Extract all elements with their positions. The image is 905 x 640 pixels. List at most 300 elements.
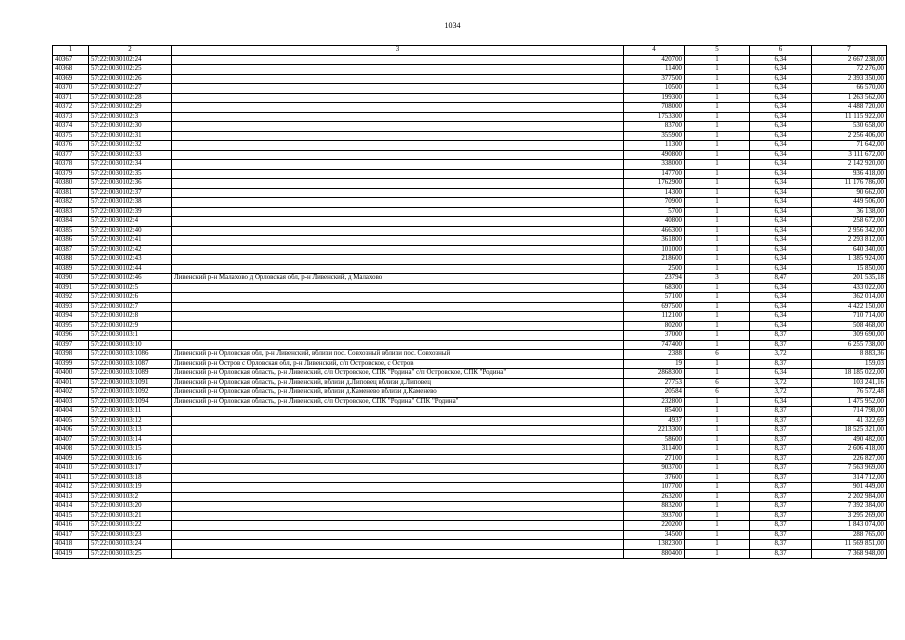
cell-cadastral-value: 2 956 342,00 (812, 226, 887, 236)
cell-row-number: 40401 (53, 378, 89, 388)
table-row (53, 160, 887, 170)
cell-row-number: 40369 (53, 74, 89, 84)
cell-cadastral-number: 57:22:0030103:1086 (89, 350, 172, 360)
table-row (53, 350, 887, 360)
cell-rate: 8,37 (750, 473, 812, 483)
cadastral-table (52, 45, 887, 559)
cell-rate: 8,37 (750, 331, 812, 341)
cell-rate: 8,37 (750, 511, 812, 521)
cell-area: 57100 (624, 293, 685, 303)
table-row (53, 369, 887, 379)
cell-cadastral-number: 57:22:0030103:18 (89, 473, 172, 483)
cell-cadastral-value: 41 322,69 (812, 416, 887, 426)
cell-row-number: 40375 (53, 131, 89, 141)
cell-address (172, 407, 624, 417)
cell-cadastral-number: 57:22:0030103:21 (89, 511, 172, 521)
table-row (53, 217, 887, 227)
cell-rate: 8,37 (750, 540, 812, 550)
cell-address (172, 483, 624, 493)
table-row (53, 141, 887, 151)
cell-rate: 6,34 (750, 293, 812, 303)
cell-row-number: 40378 (53, 160, 89, 170)
cell-area: 708000 (624, 103, 685, 113)
cell-area: 220200 (624, 521, 685, 531)
cell-address (172, 188, 624, 198)
cell-rate: 6,34 (750, 179, 812, 189)
cell-address (172, 74, 624, 84)
cell-rate: 8,37 (750, 492, 812, 502)
cell-cadastral-number: 57:22:0030102:33 (89, 150, 172, 160)
cell-cadastral-value: 2 142 920,00 (812, 160, 887, 170)
cell-cadastral-number: 57:22:0030102:41 (89, 236, 172, 246)
cell-cadastral-number: 57:22:0030102:35 (89, 169, 172, 179)
cell-cadastral-value: 4 488 720,00 (812, 103, 887, 113)
cell-rate: 6,34 (750, 93, 812, 103)
cell-area: 697500 (624, 302, 685, 312)
cell-address (172, 245, 624, 255)
cell-cadastral-value: 3 111 672,00 (812, 150, 887, 160)
cell-cadastral-value: 11 569 851,00 (812, 540, 887, 550)
cell-rate: 6,34 (750, 283, 812, 293)
cell-address (172, 122, 624, 132)
cell-row-number: 40373 (53, 112, 89, 122)
cell-cadastral-number: 57:22:0030102:5 (89, 283, 172, 293)
column-header-category-code: 5 (685, 46, 750, 56)
cell-category-code: 1 (685, 416, 750, 426)
cell-rate: 6,34 (750, 65, 812, 75)
cell-cadastral-value: 714 798,00 (812, 407, 887, 417)
cell-cadastral-value: 2 293 812,00 (812, 236, 887, 246)
cell-cadastral-value: 3 295 269,00 (812, 511, 887, 521)
cell-category-code: 1 (685, 55, 750, 65)
table-row (53, 207, 887, 217)
cell-rate: 6,34 (750, 302, 812, 312)
cell-cadastral-value: 314 712,00 (812, 473, 887, 483)
cell-area: 2868300 (624, 369, 685, 379)
cell-rate: 8,37 (750, 502, 812, 512)
cell-area: 218600 (624, 255, 685, 265)
cell-area: 2213300 (624, 426, 685, 436)
cell-address (172, 103, 624, 113)
cell-category-code: 1 (685, 483, 750, 493)
cell-row-number: 40393 (53, 302, 89, 312)
cell-rate: 6,34 (750, 122, 812, 132)
cell-address (172, 473, 624, 483)
cell-category-code: 1 (685, 464, 750, 474)
cell-area: 903700 (624, 464, 685, 474)
cell-row-number: 40372 (53, 103, 89, 113)
cell-category-code: 1 (685, 226, 750, 236)
cell-address (172, 435, 624, 445)
cell-cadastral-value: 2 393 350,00 (812, 74, 887, 84)
cell-category-code: 1 (685, 283, 750, 293)
cell-address (172, 511, 624, 521)
cell-rate: 6,34 (750, 160, 812, 170)
cell-rate: 6,34 (750, 207, 812, 217)
cell-cadastral-number: 57:22:0030102:34 (89, 160, 172, 170)
cell-address (172, 312, 624, 322)
cell-rate: 8,37 (750, 416, 812, 426)
cell-cadastral-value: 2 256 406,00 (812, 131, 887, 141)
cell-row-number: 40404 (53, 407, 89, 417)
cell-cadastral-number: 57:22:0030102:6 (89, 293, 172, 303)
cell-area: 10500 (624, 84, 685, 94)
table-row (53, 321, 887, 331)
cell-area: 490800 (624, 150, 685, 160)
cell-rate: 3,72 (750, 378, 812, 388)
cell-cadastral-number: 57:22:0030103:11 (89, 407, 172, 417)
cell-area: 27753 (624, 378, 685, 388)
cell-cadastral-number: 57:22:0030103:16 (89, 454, 172, 464)
cell-address (172, 207, 624, 217)
cell-cadastral-number: 57:22:0030103:17 (89, 464, 172, 474)
cell-address (172, 416, 624, 426)
cell-cadastral-number: 57:22:0030103:14 (89, 435, 172, 445)
cell-cadastral-value: 66 570,00 (812, 84, 887, 94)
cell-category-code: 1 (685, 169, 750, 179)
cell-row-number: 40406 (53, 426, 89, 436)
cell-rate: 6,34 (750, 84, 812, 94)
cell-rate: 6,34 (750, 169, 812, 179)
cell-cadastral-number: 57:22:0030103:12 (89, 416, 172, 426)
cell-row-number: 40398 (53, 350, 89, 360)
table-row (53, 65, 887, 75)
cell-category-code: 3 (685, 274, 750, 284)
table-row (53, 416, 887, 426)
cell-row-number: 40389 (53, 264, 89, 274)
cell-category-code: 1 (685, 65, 750, 75)
cell-area: 420700 (624, 55, 685, 65)
cell-address (172, 179, 624, 189)
cell-rate: 8,37 (750, 435, 812, 445)
cell-category-code: 1 (685, 150, 750, 160)
cell-cadastral-number: 57:22:0030102:27 (89, 84, 172, 94)
cell-area: 263200 (624, 492, 685, 502)
cell-area: 2388 (624, 350, 685, 360)
cell-row-number: 40413 (53, 492, 89, 502)
cell-address (172, 169, 624, 179)
cell-rate: 6,34 (750, 141, 812, 151)
cell-category-code: 1 (685, 359, 750, 369)
table-row (53, 502, 887, 512)
cell-row-number: 40407 (53, 435, 89, 445)
cell-cadastral-value: 6 255 738,00 (812, 340, 887, 350)
column-header-row-number: 1 (53, 46, 89, 56)
table-row (53, 426, 887, 436)
cell-address: Ливенский р-н Орловская область, р-н Ливенский, вблизи д.Липовец вблизи д.Липовец (172, 378, 624, 388)
cell-address (172, 150, 624, 160)
cell-category-code: 6 (685, 350, 750, 360)
cell-cadastral-number: 57:22:0030102:40 (89, 226, 172, 236)
cell-category-code: 1 (685, 188, 750, 198)
cell-cadastral-number: 57:22:0030102:32 (89, 141, 172, 151)
cell-category-code: 1 (685, 122, 750, 132)
cell-row-number: 40408 (53, 445, 89, 455)
cell-category-code: 1 (685, 492, 750, 502)
cell-cadastral-number: 57:22:0030102:37 (89, 188, 172, 198)
cell-category-code: 1 (685, 397, 750, 407)
table-row (53, 188, 887, 198)
cell-area: 37600 (624, 473, 685, 483)
cell-row-number: 40400 (53, 369, 89, 379)
cell-row-number: 40417 (53, 530, 89, 540)
cell-cadastral-value: 1 843 074,00 (812, 521, 887, 531)
cell-rate: 6,34 (750, 74, 812, 84)
table-row (53, 122, 887, 132)
cell-row-number: 40387 (53, 245, 89, 255)
cell-rate: 8,37 (750, 340, 812, 350)
cell-rate: 6,34 (750, 188, 812, 198)
table-row (53, 179, 887, 189)
table-row (53, 55, 887, 65)
cell-cadastral-number: 57:22:0030103:15 (89, 445, 172, 455)
cell-rate: 3,72 (750, 388, 812, 398)
cell-row-number: 40391 (53, 283, 89, 293)
cell-rate: 6,34 (750, 312, 812, 322)
cell-cadastral-value: 490 482,00 (812, 435, 887, 445)
column-header-area: 4 (624, 46, 685, 56)
cell-cadastral-value: 710 714,00 (812, 312, 887, 322)
cell-address (172, 445, 624, 455)
cell-category-code: 1 (685, 93, 750, 103)
cell-cadastral-value: 11 115 922,00 (812, 112, 887, 122)
cell-address (172, 65, 624, 75)
table-row (53, 388, 887, 398)
cell-cadastral-value: 1 475 952,00 (812, 397, 887, 407)
cell-row-number: 40419 (53, 549, 89, 559)
cell-rate: 6,34 (750, 226, 812, 236)
cell-area: 19 (624, 359, 685, 369)
cell-area: 4937 (624, 416, 685, 426)
cell-row-number: 40374 (53, 122, 89, 132)
table-row (53, 169, 887, 179)
cell-cadastral-value: 11 176 786,00 (812, 179, 887, 189)
cell-cadastral-value: 2 667 238,00 (812, 55, 887, 65)
cell-cadastral-value: 1 385 924,00 (812, 255, 887, 265)
cell-rate: 6,34 (750, 255, 812, 265)
cell-category-code: 1 (685, 521, 750, 531)
cell-address (172, 492, 624, 502)
cell-row-number: 40367 (53, 55, 89, 65)
cell-rate: 6,34 (750, 55, 812, 65)
cell-area: 23794 (624, 274, 685, 284)
cell-rate: 8,37 (750, 359, 812, 369)
cell-rate: 8,37 (750, 549, 812, 559)
cell-category-code: 1 (685, 103, 750, 113)
cell-rate: 8,37 (750, 483, 812, 493)
cell-row-number: 40392 (53, 293, 89, 303)
cell-category-code: 1 (685, 74, 750, 84)
cell-cadastral-number: 57:22:0030103:1089 (89, 369, 172, 379)
table-row (53, 255, 887, 265)
cell-cadastral-number: 57:22:0030103:25 (89, 549, 172, 559)
cell-row-number: 40414 (53, 502, 89, 512)
table-row (53, 103, 887, 113)
cell-cadastral-number: 57:22:0030102:24 (89, 55, 172, 65)
cell-cadastral-value: 433 022,00 (812, 283, 887, 293)
table-row (53, 521, 887, 531)
cell-cadastral-number: 57:22:0030103:1091 (89, 378, 172, 388)
cell-address (172, 454, 624, 464)
cell-cadastral-number: 57:22:0030103:22 (89, 521, 172, 531)
cell-cadastral-value: 258 672,00 (812, 217, 887, 227)
column-header-cadastral-value: 7 (812, 46, 887, 56)
cell-cadastral-number: 57:22:0030102:9 (89, 321, 172, 331)
cell-cadastral-number: 57:22:0030103:20 (89, 502, 172, 512)
cell-rate: 6,34 (750, 217, 812, 227)
table-row (53, 549, 887, 559)
cell-address (172, 93, 624, 103)
cell-row-number: 40376 (53, 141, 89, 151)
cell-cadastral-number: 57:22:0030102:4 (89, 217, 172, 227)
page-number: 1034 (444, 21, 461, 30)
cell-cadastral-value: 362 014,00 (812, 293, 887, 303)
cell-cadastral-value: 71 642,00 (812, 141, 887, 151)
cell-cadastral-number: 57:22:0030103:2 (89, 492, 172, 502)
cell-area: 2500 (624, 264, 685, 274)
table-row (53, 464, 887, 474)
cell-row-number: 40382 (53, 198, 89, 208)
cell-rate: 8,37 (750, 464, 812, 474)
cell-cadastral-value: 449 506,00 (812, 198, 887, 208)
cell-area: 883200 (624, 502, 685, 512)
cell-rate: 8,47 (750, 274, 812, 284)
cell-category-code: 1 (685, 340, 750, 350)
cell-row-number: 40385 (53, 226, 89, 236)
cell-area: 40800 (624, 217, 685, 227)
cell-row-number: 40412 (53, 483, 89, 493)
cell-category-code: 1 (685, 407, 750, 417)
cell-rate: 6,34 (750, 245, 812, 255)
cell-address (172, 236, 624, 246)
cell-area: 34500 (624, 530, 685, 540)
cell-cadastral-value: 36 138,00 (812, 207, 887, 217)
cell-row-number: 40384 (53, 217, 89, 227)
cell-cadastral-value: 640 340,00 (812, 245, 887, 255)
cell-row-number: 40383 (53, 207, 89, 217)
cell-area: 1762900 (624, 179, 685, 189)
cell-category-code: 1 (685, 207, 750, 217)
cell-cadastral-number: 57:22:0030103:1087 (89, 359, 172, 369)
table-row (53, 340, 887, 350)
cell-area: 101000 (624, 245, 685, 255)
cell-category-code: 1 (685, 131, 750, 141)
cell-cadastral-number: 57:22:0030103:23 (89, 530, 172, 540)
table-row (53, 84, 887, 94)
table-row (53, 302, 887, 312)
cell-address (172, 131, 624, 141)
cell-rate: 8,37 (750, 445, 812, 455)
cell-address (172, 302, 624, 312)
cell-address: Ливенский р-н Орловская обл, р-н Ливенский, вблизи пос. Совхозный вблизи пос. Совхозный (172, 350, 624, 360)
table-row (53, 198, 887, 208)
cell-cadastral-number: 57:22:0030102:39 (89, 207, 172, 217)
cell-area: 355900 (624, 131, 685, 141)
cell-address (172, 464, 624, 474)
cell-cadastral-value: 18 525 321,00 (812, 426, 887, 436)
cell-cadastral-number: 57:22:0030102:44 (89, 264, 172, 274)
column-header-rate: 6 (750, 46, 812, 56)
header-row (53, 46, 887, 56)
cell-area: 14300 (624, 188, 685, 198)
column-header-cadastral-number: 2 (89, 46, 172, 56)
cell-row-number: 40377 (53, 150, 89, 160)
cell-rate: 6,34 (750, 150, 812, 160)
cell-category-code: 1 (685, 540, 750, 550)
cell-category-code: 1 (685, 473, 750, 483)
cell-cadastral-value: 309 690,00 (812, 331, 887, 341)
cell-cadastral-number: 57:22:0030102:46 (89, 274, 172, 284)
cell-row-number: 40379 (53, 169, 89, 179)
cell-area: 147700 (624, 169, 685, 179)
table-row (53, 435, 887, 445)
cell-address (172, 426, 624, 436)
cell-cadastral-number: 57:22:0030102:42 (89, 245, 172, 255)
cell-category-code: 1 (685, 511, 750, 521)
cell-row-number: 40410 (53, 464, 89, 474)
table-row (53, 359, 887, 369)
table-row (53, 397, 887, 407)
cell-area: 80200 (624, 321, 685, 331)
cell-row-number: 40418 (53, 540, 89, 550)
cell-row-number: 40411 (53, 473, 89, 483)
cell-cadastral-number: 57:22:0030102:29 (89, 103, 172, 113)
cell-row-number: 40368 (53, 65, 89, 75)
cell-area: 1382300 (624, 540, 685, 550)
cell-category-code: 1 (685, 293, 750, 303)
cell-category-code: 1 (685, 502, 750, 512)
cell-rate: 6,34 (750, 131, 812, 141)
cell-cadastral-number: 57:22:0030102:26 (89, 74, 172, 84)
cell-category-code: 1 (685, 112, 750, 122)
cell-cadastral-number: 57:22:0030103:1092 (89, 388, 172, 398)
cell-cadastral-value: 2 202 984,00 (812, 492, 887, 502)
cell-address (172, 112, 624, 122)
cell-area: 338000 (624, 160, 685, 170)
cell-cadastral-value: 2 606 418,00 (812, 445, 887, 455)
table-row (53, 540, 887, 550)
cell-category-code: 1 (685, 445, 750, 455)
cell-row-number: 40388 (53, 255, 89, 265)
cell-row-number: 40370 (53, 84, 89, 94)
table-row (53, 511, 887, 521)
cell-row-number: 40390 (53, 274, 89, 284)
cell-cadastral-value: 8 883,36 (812, 350, 887, 360)
cell-cadastral-value: 15 850,00 (812, 264, 887, 274)
cell-rate: 6,34 (750, 321, 812, 331)
cell-area: 393700 (624, 511, 685, 521)
cell-category-code: 1 (685, 236, 750, 246)
cell-cadastral-value: 76 572,48 (812, 388, 887, 398)
cell-address (172, 331, 624, 341)
cell-category-code: 1 (685, 321, 750, 331)
table-row (53, 245, 887, 255)
cell-address (172, 226, 624, 236)
cell-address (172, 264, 624, 274)
cell-category-code: 1 (685, 312, 750, 322)
table-row (53, 283, 887, 293)
cell-cadastral-value: 7 392 384,00 (812, 502, 887, 512)
cell-rate: 6,34 (750, 397, 812, 407)
cell-row-number: 40380 (53, 179, 89, 189)
cell-rate: 3,72 (750, 350, 812, 360)
cell-category-code: 6 (685, 378, 750, 388)
table-row (53, 312, 887, 322)
cell-area: 1753300 (624, 112, 685, 122)
cell-category-code: 1 (685, 141, 750, 151)
cell-address: Ливенский р-н Орловская область, р-н Ливенский, вблизи д.Каменево вблизи д.Каменево (172, 388, 624, 398)
cell-category-code: 1 (685, 426, 750, 436)
